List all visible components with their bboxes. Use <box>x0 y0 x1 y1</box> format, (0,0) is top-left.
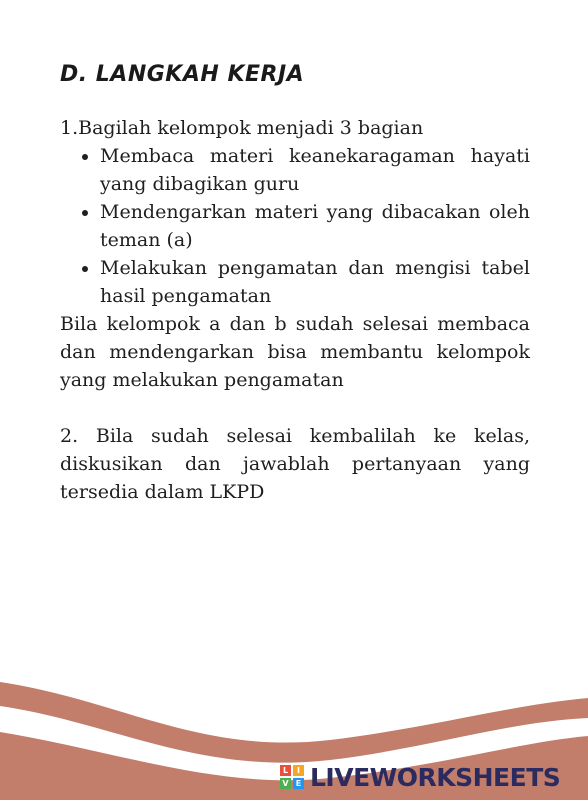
instructions <box>60 114 530 506</box>
logo-letter: V <box>280 778 291 789</box>
step-1-bullets <box>60 142 530 310</box>
logo-letter: E <box>293 778 304 789</box>
bullet-item: • Melakukan pengamatan dan mengisi tabel hasil pengamatan <box>100 254 530 310</box>
section-heading: D. LANGKAH KERJA <box>60 62 305 87</box>
step-1-text: 1.Bagilah kelompok menjadi 3 bagian <box>60 117 424 139</box>
logo-letter: L <box>280 765 291 776</box>
spacer <box>60 394 530 422</box>
bullet-item: • Mendengarkan materi yang dibacakan oleh teman (a) <box>100 198 530 254</box>
bullet-item: • Membaca materi keanekaragaman hayati yang dibagikan guru <box>100 142 530 198</box>
step-2-text: 2. Bila sudah selesai kembalilah ke kelas, diskusikan dan jawablah pertanyaan yang tersedia dalam LKPD <box>60 425 530 503</box>
step-1-note: Bila kelompok a dan b sudah selesai membaca dan mendengarkan bisa membantu kelompok yang melakukan pengamatan <box>60 313 530 391</box>
brand-name: LIVEWORKSHEETS <box>310 762 561 792</box>
logo-mark-icon <box>280 765 304 789</box>
logo-letter: I <box>293 765 304 776</box>
liveworksheets-logo <box>280 760 560 794</box>
